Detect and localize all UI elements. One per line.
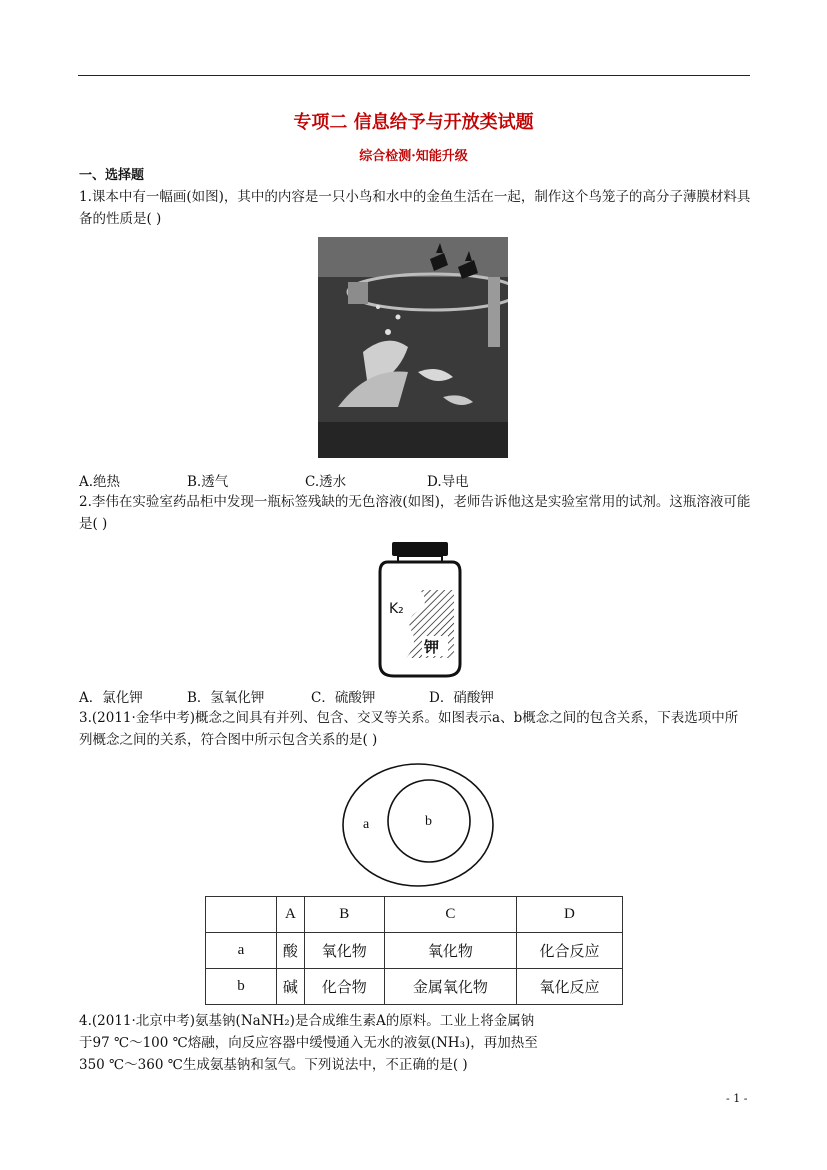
table-row (206, 969, 623, 1005)
table-row-label: b (206, 969, 277, 1005)
table-cell: 氧化反应 (516, 969, 622, 1005)
question-3-stem: 3.(2011·金华中考)概念之间具有并列、包含、交叉等关系。如图表示a、b概念之间的包含关系，下表选项中所列概念之间的关系，符合图中所示包含关系的是( ) (79, 710, 739, 748)
section-heading: 一、选择题 (79, 168, 145, 183)
table-cell: 化合反应 (516, 933, 622, 969)
header-rule (78, 75, 750, 76)
q2-option-b[interactable]: B．氢氧化钾 (187, 690, 265, 706)
table-header-b: B (304, 897, 384, 933)
concept-table (205, 896, 623, 1005)
table-header-row (206, 897, 623, 933)
table-cell: 碱 (277, 969, 305, 1005)
q1-option-b[interactable]: B.透气 (187, 474, 229, 490)
table-row (206, 933, 623, 969)
table-cell (206, 897, 277, 933)
table-header-c: C (384, 897, 516, 933)
reagent-bottle-figure (374, 540, 466, 680)
page-number: - 1 - (726, 1092, 748, 1105)
q1-option-a[interactable]: A.绝热 (79, 474, 121, 490)
table-header-d: D (516, 897, 622, 933)
q1-option-c[interactable]: C.透水 (305, 474, 347, 490)
table-cell: 金属氧化物 (384, 969, 516, 1005)
page-title: 专项二 信息给予与开放类试题 (293, 112, 534, 133)
venn-label-outer: a (363, 817, 370, 832)
question-4-line-1: 4.(2011·北京中考)氨基钠(NaNH₂)是合成维生素A的原料。工业上将金属钠 (79, 1013, 535, 1029)
question-2-stem: 2.李伟在实验室药品柜中发现一瓶标签残缺的无色溶液(如图)，老师告诉他这是实验室常用的试剂。这瓶溶液可能是( ) (79, 494, 751, 532)
table-cell: 氧化物 (384, 933, 516, 969)
table-cell: 化合物 (304, 969, 384, 1005)
question-1-options (79, 470, 469, 490)
venn-label-inner: b (425, 814, 432, 829)
q1-option-d[interactable]: D.导电 (427, 474, 469, 490)
question-4-line-3: 350 ℃～360 ℃生成氨基钠和氢气。下列说法中，不正确的是( ) (79, 1057, 468, 1073)
table-row-label: a (206, 933, 277, 969)
question-4-line-2: 于97 ℃～100 ℃熔融，向反应容器中缓慢通入无水的液氨(NH₃)，再加热至 (79, 1035, 538, 1051)
q2-option-c[interactable]: C．硫酸钾 (311, 690, 376, 706)
bottle-label-formula: K₂ (389, 601, 404, 617)
aquarium-illustration (318, 237, 508, 458)
table-header-a: A (277, 897, 305, 933)
aquarium-bird-photo (318, 237, 508, 458)
venn-diagram (340, 762, 496, 888)
q2-option-d[interactable]: D．硝酸钾 (429, 690, 494, 706)
table-cell: 氧化物 (304, 933, 384, 969)
bottle-label-char: 钾 (424, 638, 440, 656)
table-cell: 酸 (277, 933, 305, 969)
question-1-stem: 1.课本中有一幅画(如图)，其中的内容是一只小鸟和水中的金鱼生活在一起，制作这个鸟笼子的高分子薄膜材料具备的性质是( ) (79, 189, 751, 227)
question-2-options (79, 686, 494, 706)
page-subtitle: 综合检测·知能升级 (359, 149, 468, 164)
q2-option-a[interactable]: A．氯化钾 (79, 690, 143, 706)
